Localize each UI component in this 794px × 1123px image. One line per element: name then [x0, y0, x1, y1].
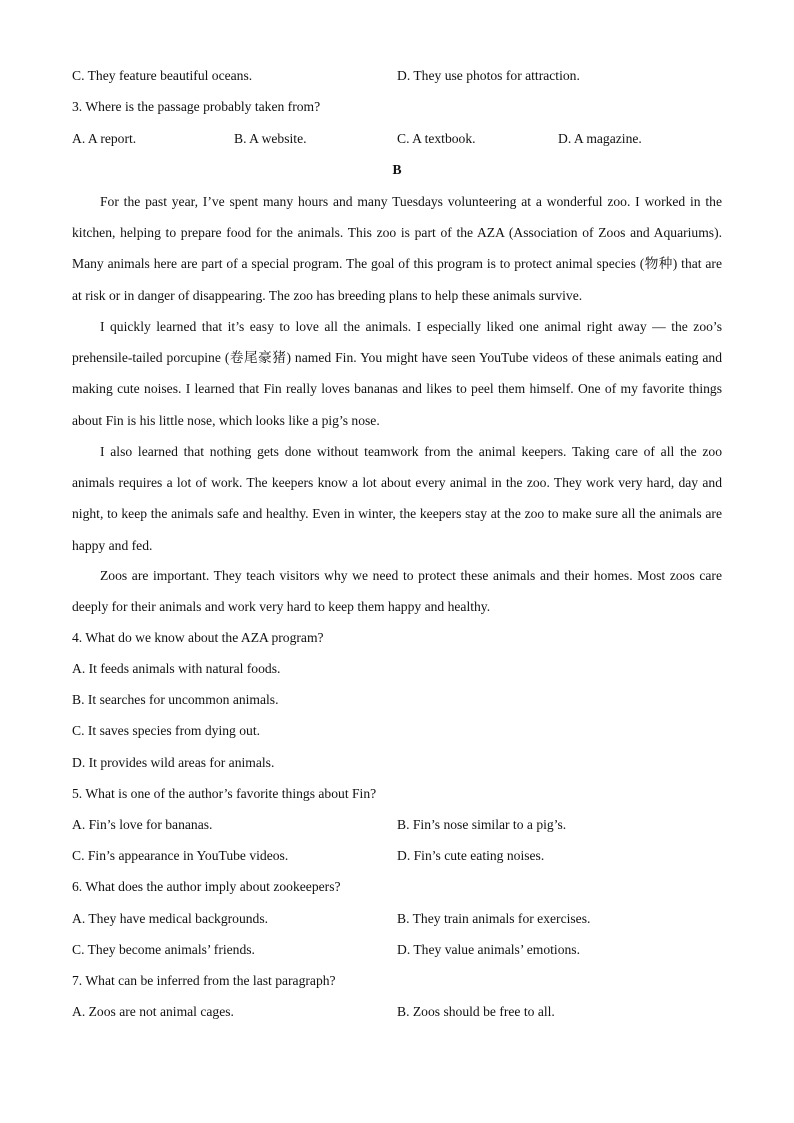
q7-stem: 7. What can be inferred from the last paragraph? — [72, 973, 336, 988]
q5-option-c: C. Fin’s appearance in YouTube videos. — [72, 848, 289, 863]
q4-option-a: A. It feeds animals with natural foods. — [72, 661, 281, 676]
q5-option-d: D. Fin’s cute eating noises. — [397, 848, 545, 863]
q6-option-a: A. They have medical backgrounds. — [72, 911, 269, 926]
q4-option-d: D. It provides wild areas for animals. — [72, 755, 275, 770]
q4-option-c: C. It saves species from dying out. — [72, 723, 261, 738]
q3-option-a: A. A report. — [72, 131, 137, 146]
q5-option-b: B. Fin’s nose similar to a pig’s. — [397, 817, 567, 832]
q4-option-b: B. It searches for uncommon animals. — [72, 692, 279, 707]
section-b-title: B — [392, 162, 402, 177]
passage-paragraph-3: I also learned that nothing gets done without teamwork from the animal keepers. Taking care of all the zoo animals requires a lot of work. The keepers know a lot about every animal in the zoo. They work very hard, day and night, to keep the animals safe and healthy. Even in winter, the keepers stay at the zoo to make sure all the animals are happy and fed. — [72, 444, 722, 553]
q3-stem: 3. Where is the passage probably taken from? — [72, 99, 321, 114]
q6-option-b: B. They train animals for exercises. — [397, 911, 591, 926]
q6-option-c: C. They become animals’ friends. — [72, 942, 255, 957]
q3-option-c: C. A textbook. — [397, 131, 476, 146]
q7-option-b: B. Zoos should be free to all. — [397, 1004, 555, 1019]
q2-option-c: C. They feature beautiful oceans. — [72, 68, 253, 83]
q5-option-a: A. Fin’s love for bananas. — [72, 817, 213, 832]
q5-stem: 5. What is one of the author’s favorite things about Fin? — [72, 786, 377, 801]
q4-stem: 4. What do we know about the AZA program? — [72, 630, 324, 645]
q3-option-d: D. A magazine. — [558, 131, 642, 146]
q3-option-b: B. A website. — [234, 131, 307, 146]
q2-option-d: D. They use photos for attraction. — [397, 68, 580, 83]
q6-stem: 6. What does the author imply about zookeepers? — [72, 879, 341, 894]
passage-paragraph-1: For the past year, I’ve spent many hours and many Tuesdays volunteering at a wonderful zoo. I worked in the kitchen, helping to prepare food for the animals. This zoo is part of the AZA (Association of Zoos and Aquariums). Many animals here are part of a special program. The goal of this program is to protect animal species (物种) that are at risk or in danger of disappearing. The zoo has breeding plans to help these animals survive. — [72, 194, 722, 303]
q7-option-a: A. Zoos are not animal cages. — [72, 1004, 234, 1019]
passage-paragraph-2: I quickly learned that it’s easy to love all the animals. I especially liked one animal right away — the zoo’s prehensile-tailed porcupine (卷尾豪猪) named Fin. You might have seen YouTube videos of these animals eating and making cute noises. I learned that Fin really loves bananas and likes to peel them himself. One of my favorite things about Fin is his little nose, which looks like a pig’s nose. — [72, 319, 722, 428]
passage-paragraph-4: Zoos are important. They teach visitors why we need to protect these animals and their homes. Most zoos care deeply for their animals and work very hard to keep them happy and healthy. — [72, 568, 722, 615]
q6-option-d: D. They value animals’ emotions. — [397, 942, 580, 957]
